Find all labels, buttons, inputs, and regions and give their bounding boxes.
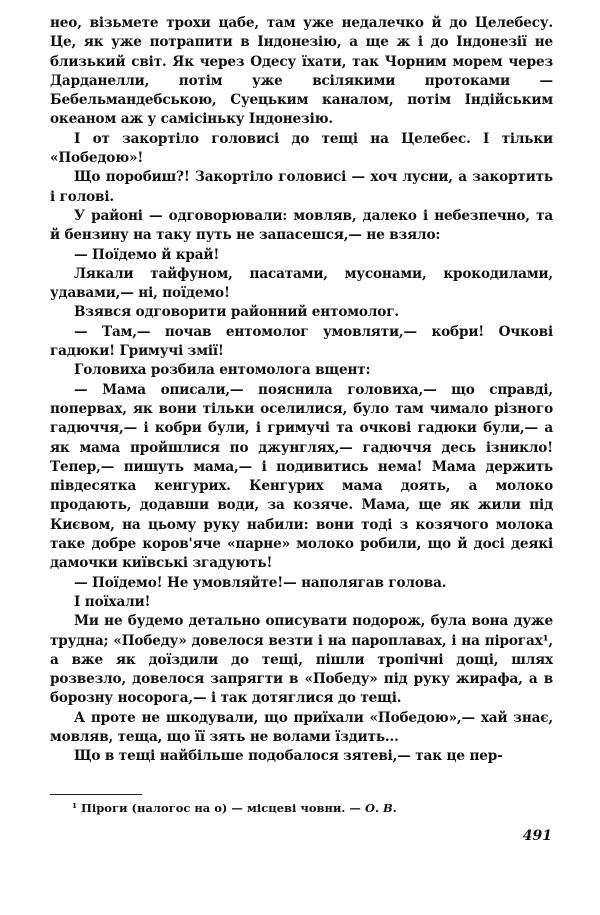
paragraph: — Мама описали,— пояснила головиха,— що справді, поперваx, як вони тільки оселилися, було там чимало різного гадюччя,— і кобри були, і гримучі та очкові гадюки були,— а як мама пройшлися по джунглях,— гадюччя десь ізникло! Тепер,— пишуть мама,— і подивитись нема! Мама держить півдесятка кенгурих. Кенгурих мама доять, а молоко продають, додавши води, за козяче. Мама, ще як жили під Києвом, на цьому руку набили: вони тоді з козячого молока таке добре коров'яче «парне» молоко робили, що й досі деякі дамочки київські згадують!	[50, 381, 553, 572]
footnote	[72, 800, 552, 816]
page-number: 491	[522, 828, 552, 844]
paragraph: І от закортіло головисі до тещі на Целебес. І тільки «Победою»!	[50, 130, 553, 167]
paragraph: нео, візьмете трохи цабе, там уже недалечко й до Целебесу. Це, як уже потрапити в Індонезію, а ще ж і до Індонезії не близький світ. Як через Одесу їхати, так Чорним морем через Дарданелли, потім уже всілякими протоками — Бебельмандебською, Суецьким каналом, потім Індійським океаном аж у самісіньку Індонезію.	[50, 15, 553, 128]
paragraph: — Поїдемо! Не умовляйте!— наполягав голова.	[74, 574, 447, 591]
paragraph: А проте не шкодували, що приїхали «Победою»,— хай знає, мовляв, теща, що її зять не волами їздить...	[50, 709, 553, 745]
paragraph: — Поїдемо й край!	[74, 246, 220, 263]
paragraph: У районі — одговорювали: мовляв, далеко і небезпечно, та й бензину на таку путь не запасешся,— не взяло:	[50, 207, 553, 244]
paragraph: Що в тещі найбільше подобалося зятеві,— так це пер-	[74, 748, 503, 765]
footnote-divider	[50, 794, 142, 795]
paragraph: Ми не будемо детально описувати подорож, була вона дуже трудна; «Победу» довелося везти і на пароплавах, і на пірогах¹, а вже як доїздили до тещі, пішли тропічні дощі, шлях розвезло, довелося запрягти в «Победу» під руку жирафа, а в борозну носорога,— і так дотяглися до тещі.	[50, 613, 553, 707]
paragraph: Взявся одговорити районний ентомолог.	[74, 304, 399, 321]
body-text	[50, 14, 553, 767]
footnote-text: ¹ Піроги (налогос на о) — місцеві човни. —	[72, 801, 361, 815]
paragraph: Головиха розбила ентомолога вщент:	[74, 362, 371, 379]
paragraph: — Там,— почав ентомолог умовляти,— кобри! Очкові гадюки! Гримучі змії!	[50, 323, 553, 360]
paragraph: Що поробиш?! Закортіло головисі — хоч лусни, а закортить і голові.	[50, 169, 553, 205]
paragraph: І поїхали!	[74, 593, 151, 610]
footnote-author: О. В.	[364, 801, 397, 815]
paragraph: Лякали тайфуном, пасатами, мусонами, крокодилами, удавами,— ні, поїдемо!	[50, 265, 553, 302]
